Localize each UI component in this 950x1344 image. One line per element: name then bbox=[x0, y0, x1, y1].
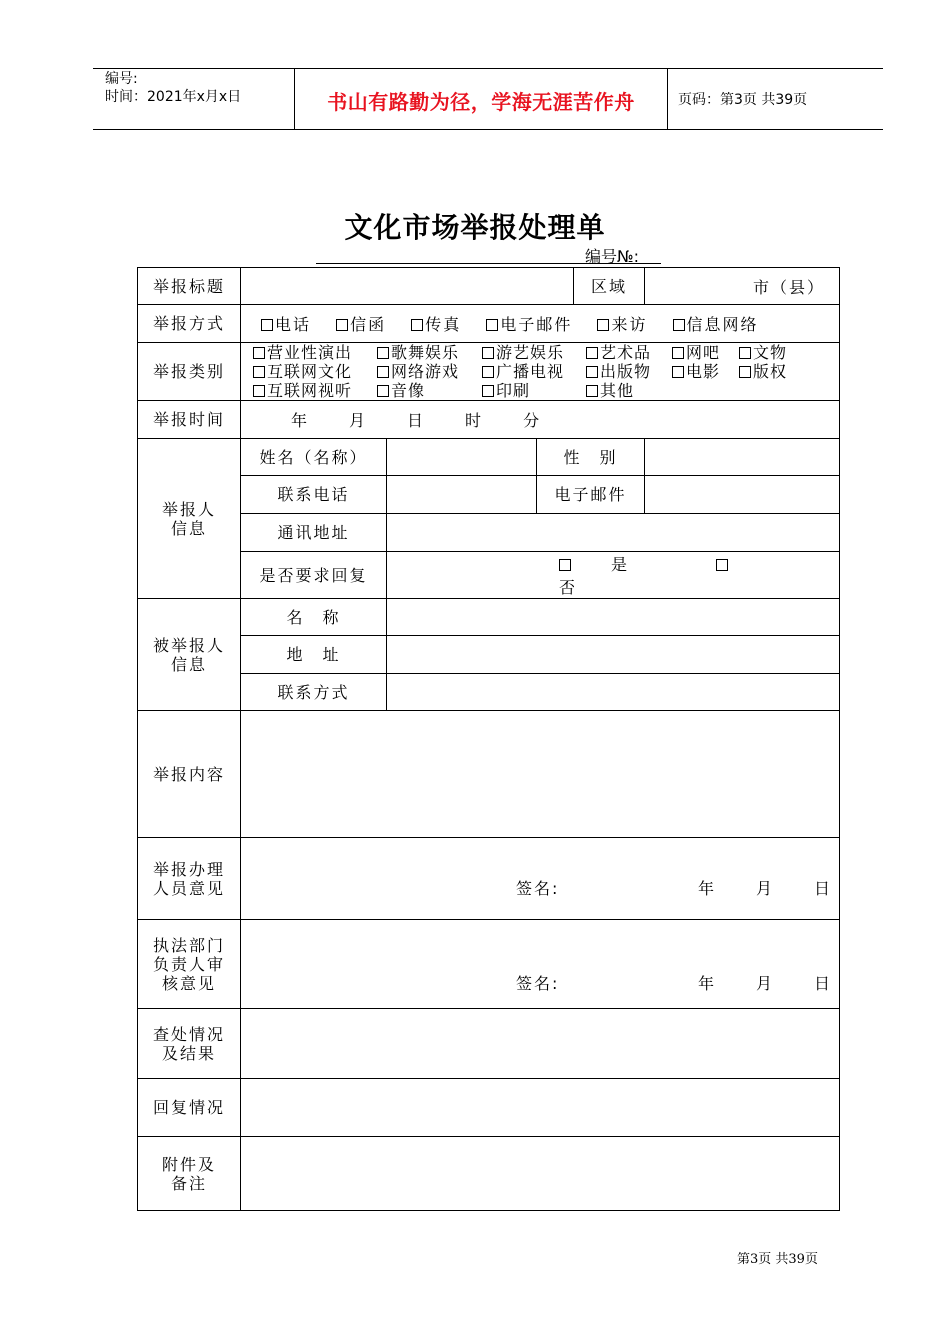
method-option[interactable]: 信函 bbox=[336, 315, 386, 334]
checkbox-icon[interactable] bbox=[739, 366, 751, 378]
checkbox-icon[interactable] bbox=[673, 319, 685, 331]
address-field[interactable] bbox=[387, 514, 840, 552]
header-time-label: 时间：2021年x月x日 bbox=[105, 89, 242, 105]
serial-underline bbox=[316, 263, 661, 264]
reporter-name-label: 姓名（名称） bbox=[241, 439, 387, 476]
report-method-options bbox=[241, 305, 840, 343]
accused-name-label: 名 称 bbox=[241, 599, 387, 636]
region-label: 区域 bbox=[574, 268, 645, 305]
row-reporter-address bbox=[138, 514, 840, 552]
checkbox-icon[interactable] bbox=[586, 347, 598, 359]
reply-required-options bbox=[387, 552, 840, 599]
phone-label: 联系电话 bbox=[241, 476, 387, 514]
category-option[interactable]: 互联网视听 bbox=[253, 381, 377, 400]
row-attachments bbox=[138, 1137, 840, 1211]
row-handler-opinion bbox=[138, 838, 840, 920]
checkbox-icon[interactable] bbox=[253, 366, 265, 378]
region-field[interactable] bbox=[645, 268, 840, 305]
handler-opinion-field[interactable] bbox=[241, 838, 840, 920]
row-accused-name bbox=[138, 599, 840, 636]
report-time-field[interactable] bbox=[241, 401, 840, 439]
reporter-info-label: 举报人信息 bbox=[138, 439, 241, 599]
serial-number-label: 编号№: bbox=[585, 247, 640, 266]
document-header bbox=[93, 68, 883, 130]
address-label: 通讯地址 bbox=[241, 514, 387, 552]
category-option[interactable]: 网吧 bbox=[672, 343, 739, 362]
attachments-field[interactable] bbox=[241, 1137, 840, 1211]
dept-review-field[interactable] bbox=[241, 920, 840, 1009]
method-option[interactable]: 电话 bbox=[261, 315, 311, 334]
category-option[interactable]: 互联网文化 bbox=[253, 362, 377, 381]
checkbox-icon[interactable] bbox=[377, 347, 389, 359]
accused-contact-label: 联系方式 bbox=[241, 674, 387, 711]
row-report-time bbox=[138, 401, 840, 439]
checkbox-icon[interactable] bbox=[586, 366, 598, 378]
document-title: 文化市场举报处理单 bbox=[344, 211, 606, 244]
phone-field[interactable] bbox=[387, 476, 537, 514]
report-content-label: 举报内容 bbox=[138, 711, 241, 838]
category-option[interactable]: 游艺娱乐 bbox=[482, 343, 586, 362]
method-option[interactable]: 来访 bbox=[597, 315, 647, 334]
category-option[interactable]: 音像 bbox=[377, 381, 482, 400]
checkbox-icon[interactable] bbox=[672, 347, 684, 359]
row-reply-required bbox=[138, 552, 840, 599]
gender-label: 性 别 bbox=[537, 439, 645, 476]
category-option[interactable]: 文物 bbox=[739, 343, 787, 362]
category-option[interactable]: 电影 bbox=[672, 362, 739, 381]
attachments-label: 附件及备注 bbox=[138, 1137, 241, 1211]
time-unit-hour: 时 bbox=[465, 411, 484, 430]
signature-label: 签名: bbox=[516, 879, 560, 898]
checkbox-icon[interactable] bbox=[559, 559, 571, 571]
reply-status-label: 回复情况 bbox=[138, 1079, 241, 1137]
category-option[interactable]: 歌舞娱乐 bbox=[377, 343, 482, 362]
row-accused-address bbox=[138, 636, 840, 674]
row-reporter-phone bbox=[138, 476, 840, 514]
reply-required-label: 是否要求回复 bbox=[241, 552, 387, 599]
checkbox-icon[interactable] bbox=[482, 385, 494, 397]
row-report-method bbox=[138, 305, 840, 343]
category-option[interactable]: 印刷 bbox=[482, 381, 586, 400]
time-unit-year: 年 bbox=[291, 411, 310, 430]
gender-field[interactable] bbox=[645, 439, 840, 476]
checkbox-icon[interactable] bbox=[261, 319, 273, 331]
accused-address-label: 地 址 bbox=[241, 636, 387, 674]
time-unit-day: 日 bbox=[407, 411, 426, 430]
category-option[interactable]: 网络游戏 bbox=[377, 362, 482, 381]
category-option[interactable]: 其他 bbox=[586, 381, 634, 400]
accused-address-field[interactable] bbox=[387, 636, 840, 674]
result-field[interactable] bbox=[241, 1009, 840, 1079]
time-unit-minute: 分 bbox=[523, 411, 542, 430]
date-units: 年 月 日 bbox=[698, 879, 833, 898]
row-reporter-name bbox=[138, 439, 840, 476]
report-form-table bbox=[137, 267, 840, 1211]
report-method-label: 举报方式 bbox=[138, 305, 241, 343]
email-field[interactable] bbox=[645, 476, 840, 514]
checkbox-icon[interactable] bbox=[377, 385, 389, 397]
email-label: 电子邮件 bbox=[537, 476, 645, 514]
accused-name-field[interactable] bbox=[387, 599, 840, 636]
reply-status-field[interactable] bbox=[241, 1079, 840, 1137]
checkbox-icon[interactable] bbox=[716, 559, 728, 571]
row-result bbox=[138, 1009, 840, 1079]
method-option[interactable]: 传真 bbox=[411, 315, 461, 334]
checkbox-icon[interactable] bbox=[586, 385, 598, 397]
category-option[interactable]: 营业性演出 bbox=[253, 343, 377, 362]
signature-label: 签名: bbox=[516, 974, 560, 993]
header-page-label: 页码：第3页 共39页 bbox=[678, 92, 808, 108]
report-category-label: 举报类别 bbox=[138, 343, 241, 401]
date-units: 年 月 日 bbox=[698, 974, 833, 993]
category-option[interactable]: 艺术品 bbox=[586, 343, 672, 362]
checkbox-icon[interactable] bbox=[672, 366, 684, 378]
accused-info-label: 被举报人信息 bbox=[138, 599, 241, 711]
category-option[interactable]: 出版物 bbox=[586, 362, 672, 381]
header-meta-cell bbox=[93, 69, 295, 129]
row-report-title bbox=[138, 268, 840, 305]
region-suffix: 市（县） bbox=[753, 277, 826, 297]
result-label: 查处情况及结果 bbox=[138, 1009, 241, 1079]
checkbox-icon[interactable] bbox=[482, 366, 494, 378]
footer-page-label: 第3页 共39页 bbox=[737, 1252, 818, 1267]
report-category-options bbox=[241, 343, 840, 401]
category-option[interactable]: 广播电视 bbox=[482, 362, 586, 381]
accused-contact-field[interactable] bbox=[387, 674, 840, 711]
checkbox-icon[interactable] bbox=[482, 347, 494, 359]
checkbox-icon[interactable] bbox=[377, 366, 389, 378]
reply-no-option[interactable]: 否 bbox=[559, 555, 768, 597]
row-report-category bbox=[138, 343, 840, 401]
checkbox-icon[interactable] bbox=[336, 319, 348, 331]
category-option[interactable]: 版权 bbox=[739, 362, 787, 381]
checkbox-icon[interactable] bbox=[411, 319, 423, 331]
reply-yes-option[interactable]: 是 bbox=[559, 555, 669, 574]
header-motto: 书山有路勤为径，学海无涯苦作舟 bbox=[327, 90, 635, 114]
row-report-content bbox=[138, 711, 840, 838]
checkbox-icon[interactable] bbox=[486, 319, 498, 331]
reporter-name-field[interactable] bbox=[387, 439, 537, 476]
row-accused-contact bbox=[138, 674, 840, 711]
checkbox-icon[interactable] bbox=[253, 385, 265, 397]
report-content-field[interactable] bbox=[241, 711, 840, 838]
handler-opinion-label: 举报办理人员意见 bbox=[138, 838, 241, 920]
checkbox-icon[interactable] bbox=[739, 347, 751, 359]
method-option[interactable]: 信息网络 bbox=[673, 315, 759, 334]
report-time-label: 举报时间 bbox=[138, 401, 241, 439]
dept-review-label: 执法部门负责人审核意见 bbox=[138, 920, 241, 1009]
checkbox-icon[interactable] bbox=[597, 319, 609, 331]
row-reply-status bbox=[138, 1079, 840, 1137]
row-dept-review bbox=[138, 920, 840, 1009]
report-title-field[interactable] bbox=[241, 268, 574, 305]
report-title-label: 举报标题 bbox=[138, 268, 241, 305]
header-number-label: 编号: bbox=[105, 71, 138, 87]
method-option[interactable]: 电子邮件 bbox=[486, 315, 572, 334]
time-unit-month: 月 bbox=[349, 411, 368, 430]
checkbox-icon[interactable] bbox=[253, 347, 265, 359]
header-motto-cell bbox=[295, 69, 668, 129]
